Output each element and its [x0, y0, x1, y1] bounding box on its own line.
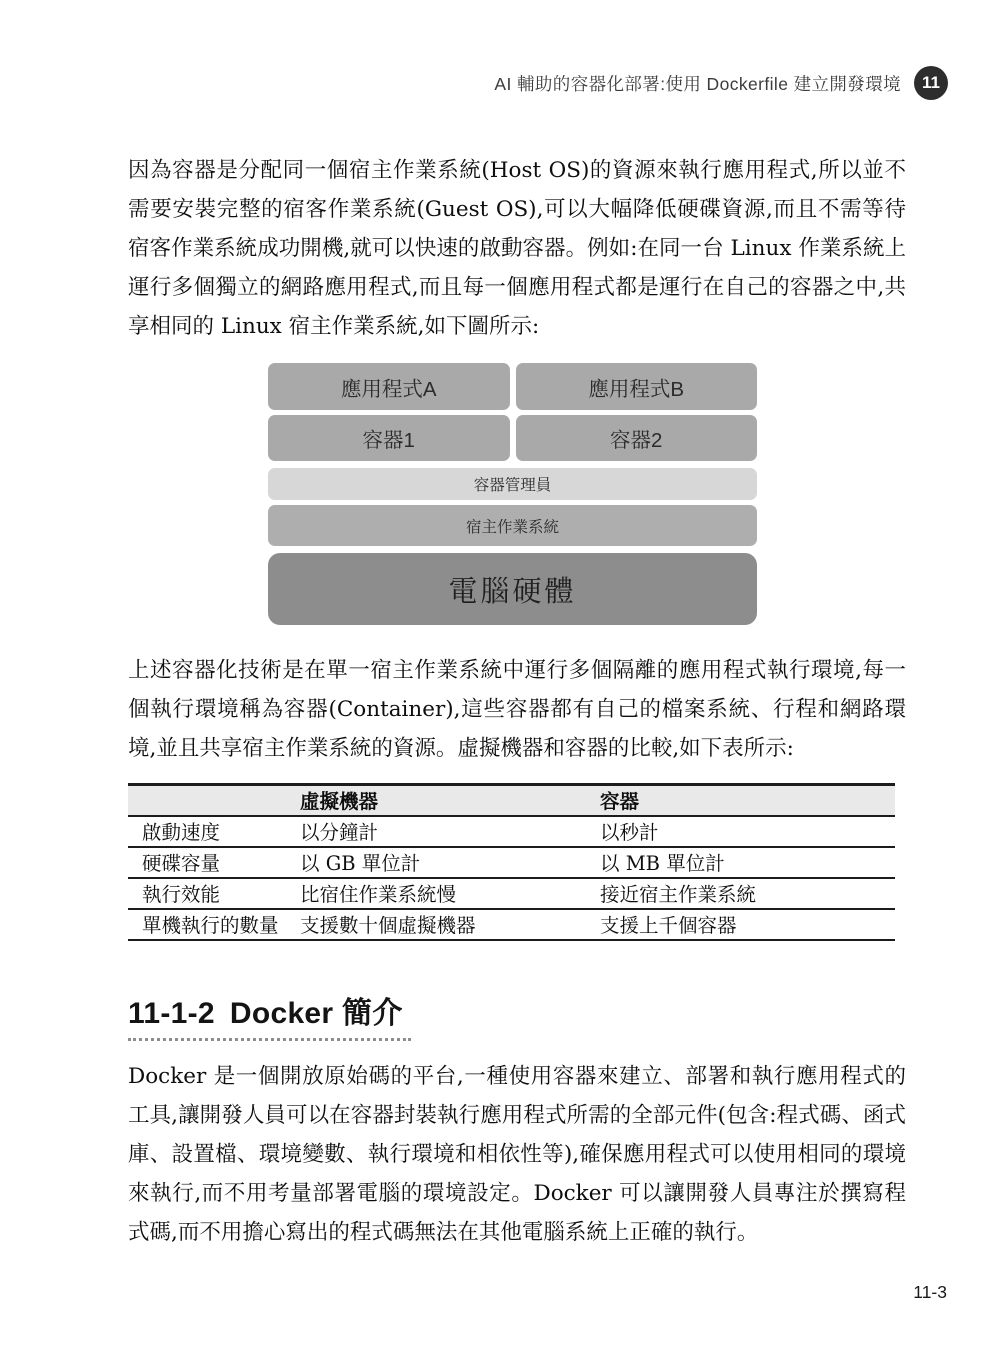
diagram-row-apps [268, 363, 757, 410]
diagram-box-app-b: 應用程式B [516, 363, 758, 410]
running-header [494, 66, 948, 100]
table-cell: 啟動速度 [128, 816, 300, 847]
table-cell: 單機執行的數量 [128, 909, 300, 940]
paragraph-intro-containers: 因為容器是分配同一個宿主作業系統(Host OS)的資源來執行應用程式,所以並不需要安裝完整的宿客作業系統(Guest OS),可以大幅降低硬碟資源,而且不需等待宿客作業系統成功開機,就可以快速的啟動容器。例如:在同一台 Linux 作業系統上運行多個獨立的網路應用程式,而且每一個應用程式都是運行在自己的容器之中,共享相同的 Linux 宿主作業系統,如下圖所示: [128, 158, 906, 339]
diagram-row-containers [268, 415, 757, 461]
paragraph-container-tech: 上述容器化技術是在單一宿主作業系統中運行多個隔離的應用程式執行環境,每一個執行環境稱為容器(Container),這些容器都有自己的檔案系統、行程和網路環境,並且共享宿主作業系統的資源。虛擬機器和容器的比較,如下表所示: [128, 658, 906, 761]
table-cell: 以 GB 單位計 [300, 847, 600, 878]
table-cell: 接近宿主作業系統 [600, 878, 895, 909]
section-heading-dotted-rule [128, 1036, 411, 1041]
diagram-box-container-1: 容器1 [268, 415, 510, 461]
table-cell: 比宿住作業系統慢 [300, 878, 600, 909]
table-header-row [128, 785, 895, 816]
table-header-empty [128, 785, 300, 816]
table-cell: 以秒計 [600, 816, 895, 847]
section-title: Docker 簡介 [229, 997, 403, 1030]
table-row [128, 878, 895, 909]
vm-vs-container-table [128, 783, 895, 941]
table-cell: 以 MB 單位計 [600, 847, 895, 878]
diagram-box-hardware: 電腦硬體 [268, 553, 757, 625]
section-heading [128, 988, 403, 1032]
container-architecture-diagram [268, 363, 757, 625]
table-header-vm: 虛擬機器 [300, 785, 600, 816]
table-row [128, 847, 895, 878]
table-header-container: 容器 [600, 785, 895, 816]
chapter-number-badge: 11 [914, 66, 948, 100]
page-number: 11-3 [913, 1282, 947, 1302]
table-row [128, 909, 895, 940]
table-row [128, 816, 895, 847]
table-cell: 支援上千個容器 [600, 909, 895, 940]
table-cell: 硬碟容量 [128, 847, 300, 878]
diagram-box-container-manager: 容器管理員 [268, 468, 757, 500]
diagram-box-host-os: 宿主作業系統 [268, 505, 757, 546]
diagram-box-container-2: 容器2 [516, 415, 758, 461]
running-header-title: AI 輔助的容器化部署:使用 Dockerfile 建立開發環境 [494, 73, 901, 94]
paragraph-docker-intro: Docker 是一個開放原始碼的平台,一種使用容器來建立、部署和執行應用程式的工具,讓開發人員可以在容器封裝執行應用程式所需的全部元件(包含:程式碼、函式庫、設置檔、環境變數、執行環境和相依性等),確保應用程式可以使用相同的環境來執行,而不用考量部署電腦的環境設定。Docker 可以讓開發人員專注於撰寫程式碼,而不用擔心寫出的程式碼無法在其他電腦系統上正確的執行。 [128, 1064, 906, 1245]
table-cell: 執行效能 [128, 878, 300, 909]
table-cell: 支援數十個虛擬機器 [300, 909, 600, 940]
section-number: 11-1-2 [128, 997, 215, 1030]
table-cell: 以分鐘計 [300, 816, 600, 847]
diagram-box-app-a: 應用程式A [268, 363, 510, 410]
